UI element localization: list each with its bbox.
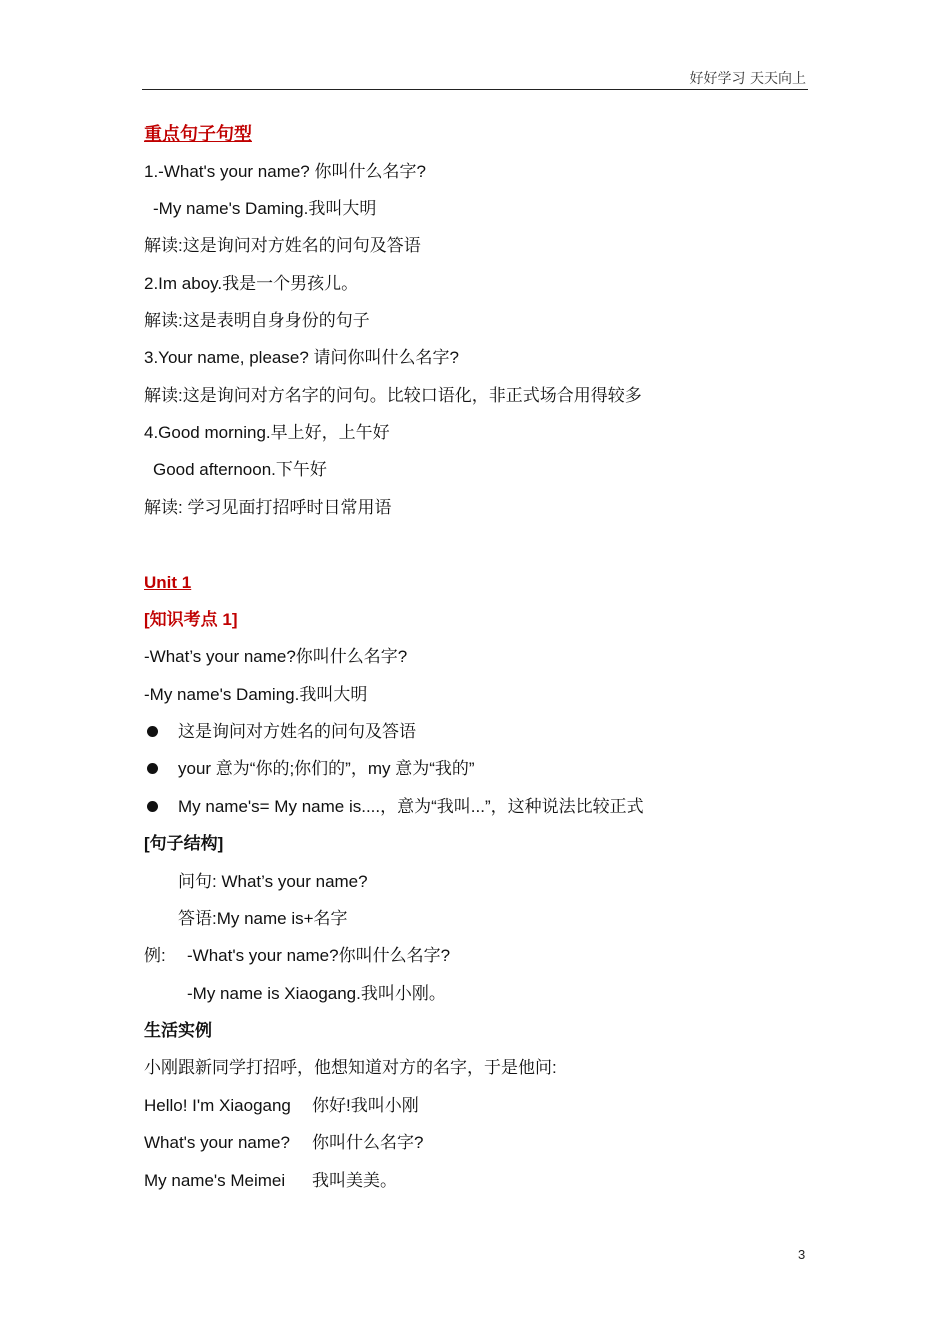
knowledge-point-title: [知识考点 1] <box>144 610 238 629</box>
page-header <box>142 66 808 90</box>
dialog-en-3: My name's Meimei <box>144 1171 286 1190</box>
bullet-dot <box>147 763 158 774</box>
structure-answer: 答语:My name is+名字 <box>178 909 348 928</box>
example-answer: -My name is Xiaogang.我叫小刚。 <box>187 984 446 1003</box>
dialog-zh-2: 你叫什么名字? <box>312 1133 424 1152</box>
explanation-line-2: 解读:这是表明自身身份的句子 <box>144 311 370 330</box>
bullet-item-3: My name's= My name is....，意为“我叫...”，这种说法比较正式 <box>178 797 644 816</box>
section-title-key-sentences: 重点句子句型 <box>144 124 252 144</box>
dialog-en-2: What's your name? <box>144 1133 290 1152</box>
kp-question: -What’s your name?你叫什么名字? <box>144 647 408 666</box>
example-label: 例: <box>144 946 166 965</box>
bullet-item-2: your 意为“你的;你们的”，my 意为“我的” <box>178 759 475 778</box>
explanation-line-1: 解读:这是询问对方姓名的问句及答语 <box>144 236 421 255</box>
unit-title: Unit 1 <box>144 573 192 592</box>
dialog-en-1: Hello! I'm Xiaogang <box>144 1096 291 1115</box>
bullet-item-1: 这是询问对方姓名的问句及答语 <box>178 722 416 741</box>
dialog-zh-1: 你好!我叫小刚 <box>312 1096 419 1115</box>
dialog-zh-3: 我叫美美。 <box>312 1171 397 1190</box>
header-motto: 好好学习 天天向上 <box>689 71 806 87</box>
life-example-intro: 小刚跟新同学打招呼，他想知道对方的名字，于是他问: <box>144 1058 557 1077</box>
sentence-line-4: 3.Your name, please? 请问你叫什么名字? <box>144 348 459 367</box>
sentence-line-1: 1.-What's your name? 你叫什么名字? <box>144 162 426 181</box>
sentence-line-5: 4.Good morning.早上好，上午好 <box>144 423 390 442</box>
sentence-line-3: 2.Im aboy.我是一个男孩儿。 <box>144 274 359 293</box>
life-example-title: 生活实例 <box>144 1021 212 1040</box>
sentence-line-2: -My name's Daming.我叫大明 <box>153 199 377 218</box>
structure-question: 问句: What’s your name? <box>178 872 368 891</box>
example-question: -What's your name?你叫什么名字? <box>187 946 451 965</box>
explanation-line-4: 解读: 学习见面打招呼时日常用语 <box>144 498 392 517</box>
kp-answer: -My name's Daming.我叫大明 <box>144 685 368 704</box>
bullet-dot <box>147 801 158 812</box>
explanation-line-3: 解读:这是询问对方名字的问句。比较口语化，非正式场合用得较多 <box>144 386 642 405</box>
bullet-dot <box>147 726 158 737</box>
structure-title: [句子结构] <box>144 834 224 853</box>
page-number: 3 <box>798 1247 806 1262</box>
sentence-line-6: Good afternoon.下午好 <box>153 460 327 479</box>
